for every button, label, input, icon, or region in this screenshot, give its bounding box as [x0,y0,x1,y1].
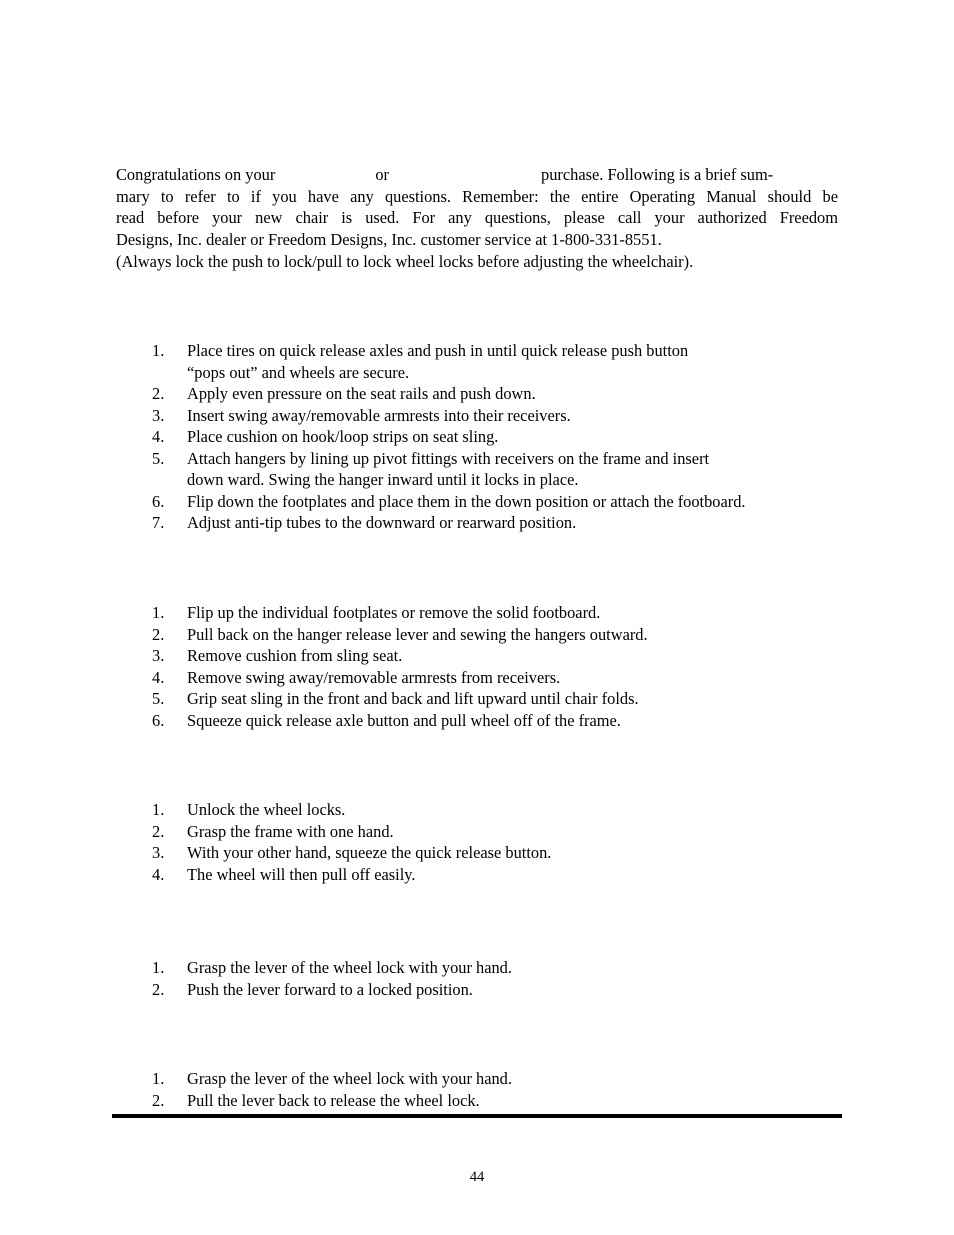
step-text: Remove swing away/removable armrests from receivers. [187,667,561,687]
step-number: 1. [152,603,165,622]
list-item [116,957,838,979]
step-number: 1. [152,341,165,360]
step-number: 3. [152,646,165,665]
intro-line-1 [116,164,838,186]
list-item [116,491,838,513]
step-number: 1. [152,800,165,819]
step-text: Apply even pressure on the seat rails and push down. [187,384,536,403]
list-item [116,979,838,1001]
list-item [116,1090,838,1112]
list-item [116,340,838,383]
footer-divider [112,1114,842,1118]
step-number: 4. [152,427,165,446]
step-text: Place cushion on hook/loop strips on seat sling. [187,427,499,446]
step-number: 6. [152,491,165,511]
list-item [116,405,838,427]
step-text: Push the lever forward to a locked position. [187,979,473,999]
step-number: 7. [152,513,165,532]
step-number: 5. [152,448,165,468]
step-number: 4. [152,667,165,687]
list-item [116,710,838,732]
list-item [116,688,838,710]
step-text: Grip seat sling in the front and back and lift upward until chair folds. [187,689,639,708]
step-number: 1. [152,958,165,977]
intro-line-5: (Always lock the push to lock/pull to lock wheel locks before adjusting the wheelchair). [116,251,694,271]
list-item [116,448,838,491]
folding-steps-list [116,602,838,731]
intro-paragraph [116,164,838,273]
list-item [116,645,838,667]
step-number: 2. [152,979,165,999]
list-item [116,667,838,689]
list-item [116,624,838,646]
list-item [116,799,838,821]
step-number: 3. [152,405,165,425]
intro-line-4: Designs, Inc. dealer or Freedom Designs, Inc. customer service at 1-800-331-8551. [116,230,662,250]
list-item [116,602,838,624]
step-number: 2. [152,821,165,841]
step-number: 2. [152,384,165,403]
step-text: With your other hand, squeeze the quick release button. [187,843,552,862]
intro-line-2: mary to refer to if you have any questions. Remember: the entire Operating Manual should be [116,186,838,206]
step-text: The wheel will then pull off easily. [187,864,416,884]
step-text: Flip up the individual footplates or remove the solid footboard. [187,603,601,622]
step-text: Pull back on the hanger release lever and sewing the hangers outward. [187,624,648,644]
intro-text-congratulations: Congratulations on your [116,165,276,184]
step-text: Remove cushion from sling seat. [187,646,403,665]
step-text: Flip down the footplates and place them in the down position or attach the footboard. [187,491,746,511]
step-text: Squeeze quick release axle button and pull wheel off of the frame. [187,710,621,730]
intro-line-3: read before your new chair is used. For any questions, please call your authorized Freedom [116,208,838,228]
unfolding-steps-list [116,340,838,534]
page-number: 44 [469,1169,485,1185]
list-item [116,1068,838,1090]
wheel-lock-release-steps-list [116,1068,838,1111]
step-text: Grasp the lever of the wheel lock with your hand. [187,1069,512,1088]
step-text: Attach hangers by lining up pivot fittings with receivers on the frame and insert [187,448,710,468]
step-text: Unlock the wheel locks. [187,800,346,819]
step-text: Pull the lever back to release the wheel lock. [187,1090,480,1110]
list-item [116,512,838,534]
step-text: Place tires on quick release axles and push in until quick release push button [187,341,689,360]
step-text-continued: down ward. Swing the hanger inward until it locks in place. [187,470,579,489]
intro-text-purchase: purchase. Following is a brief sum- [541,165,774,184]
intro-text-or: or [375,165,389,184]
wheel-lock-engage-steps-list [116,957,838,1000]
step-text-continued: “pops out” and wheels are secure. [187,362,410,382]
list-item [116,383,838,405]
step-number: 1. [152,1069,165,1088]
step-text: Insert swing away/removable armrests into their receivers. [187,405,571,425]
step-number: 6. [152,710,165,730]
step-number: 2. [152,624,165,644]
step-text: Grasp the lever of the wheel lock with your hand. [187,958,512,977]
step-number: 5. [152,689,165,708]
step-number: 2. [152,1090,165,1110]
step-text: Adjust anti-tip tubes to the downward or rearward position. [187,513,577,532]
list-item [116,842,838,864]
step-number: 3. [152,843,165,862]
list-item [116,864,838,886]
step-number: 4. [152,864,165,884]
list-item [116,821,838,843]
step-text: Grasp the frame with one hand. [187,821,394,841]
wheel-removal-steps-list [116,799,838,885]
list-item [116,426,838,448]
